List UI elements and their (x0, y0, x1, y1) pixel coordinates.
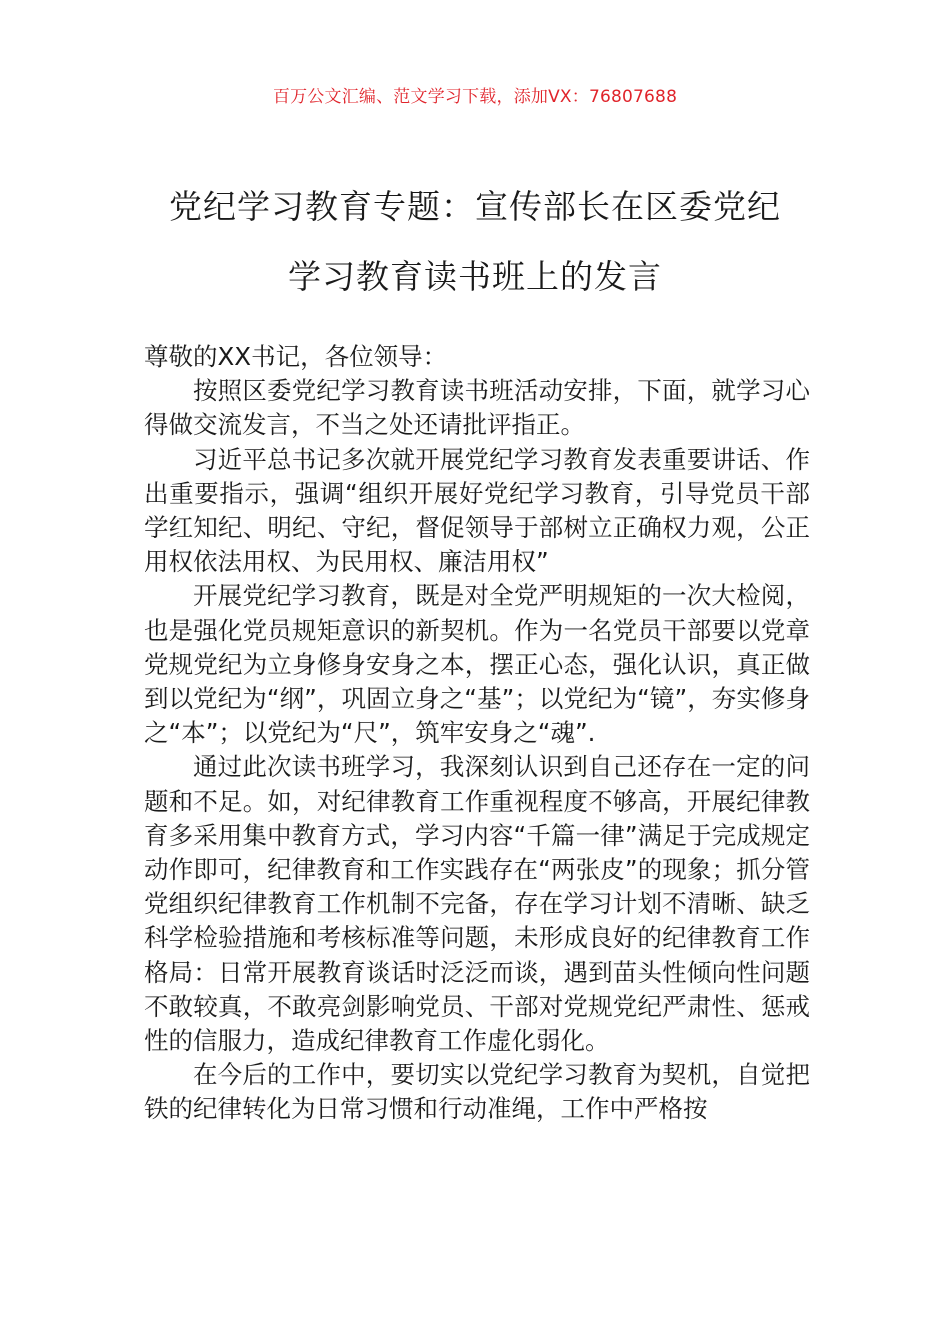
document-title (100, 172, 850, 312)
paragraph: 按照区委党纪学习教育读书班活动安排，下面，就学习心得做交流发言，不当之处还请批评指正。 (144, 376, 810, 440)
document-body (144, 340, 810, 1127)
paragraph: 在今后的工作中，要切实以党纪学习教育为契机，自觉把铁的纪律转化为日常习惯和行动准绳，工作中严格按 (144, 1060, 810, 1124)
paragraph: 通过此次读书班学习，我深刻认识到自己还存在一定的问题和不足。如，对纪律教育工作重视程度不够高，开展纪律教育多采用集中教育方式，学习内容“千篇一律”满足于完成规定动作即可，纪律教育和工作实践存在“两张皮”的现象；抓分管党组织纪律教育工作机制不完备，存在学习计划不清晰、缺乏科学检验措施和考核标准等问题，未形成良好的纪律教育工作格局：日常开展教育谈话时泛泛而谈，遇到苗头性倾向性问题不敢较真，不敢亮剑影响党员、干部对党规党纪严肃性、惩戒性的信服力，造成纪律教育工作虚化弱化。 (144, 752, 810, 1056)
paragraph: 开展党纪学习教育，既是对全党严明规矩的一次大检阅，也是强化党员规矩意识的新契机。作为一名党员干部要以党章党规党纪为立身修身安身之本，摆正心态，强化认识，真正做到以党纪为“纲”，巩固立身之“基”；以党纪为“镜”，夯实修身之“本”；以党纪为“尺”，筑牢安身之“魂”. (144, 581, 810, 748)
salutation: 尊敬的XX书记，各位领导： (144, 342, 448, 371)
watermark-header: 百万公文汇编、范文学习下载，添加VX：76807688 (272, 87, 678, 107)
title-line-1: 党纪学习教育专题：宣传部长在区委党纪 (169, 187, 781, 226)
paragraph: 习近平总书记多次就开展党纪学习教育发表重要讲话、作出重要指示，强调“组织开展好党纪学习教育，引导党员干部学红知纪、明纪、守纪，督促领导于部树立正确权力观，公正用权依法用权、为民用权、廉洁用权” (144, 444, 810, 577)
title-line-2: 学习教育读书班上的发言 (288, 257, 662, 296)
